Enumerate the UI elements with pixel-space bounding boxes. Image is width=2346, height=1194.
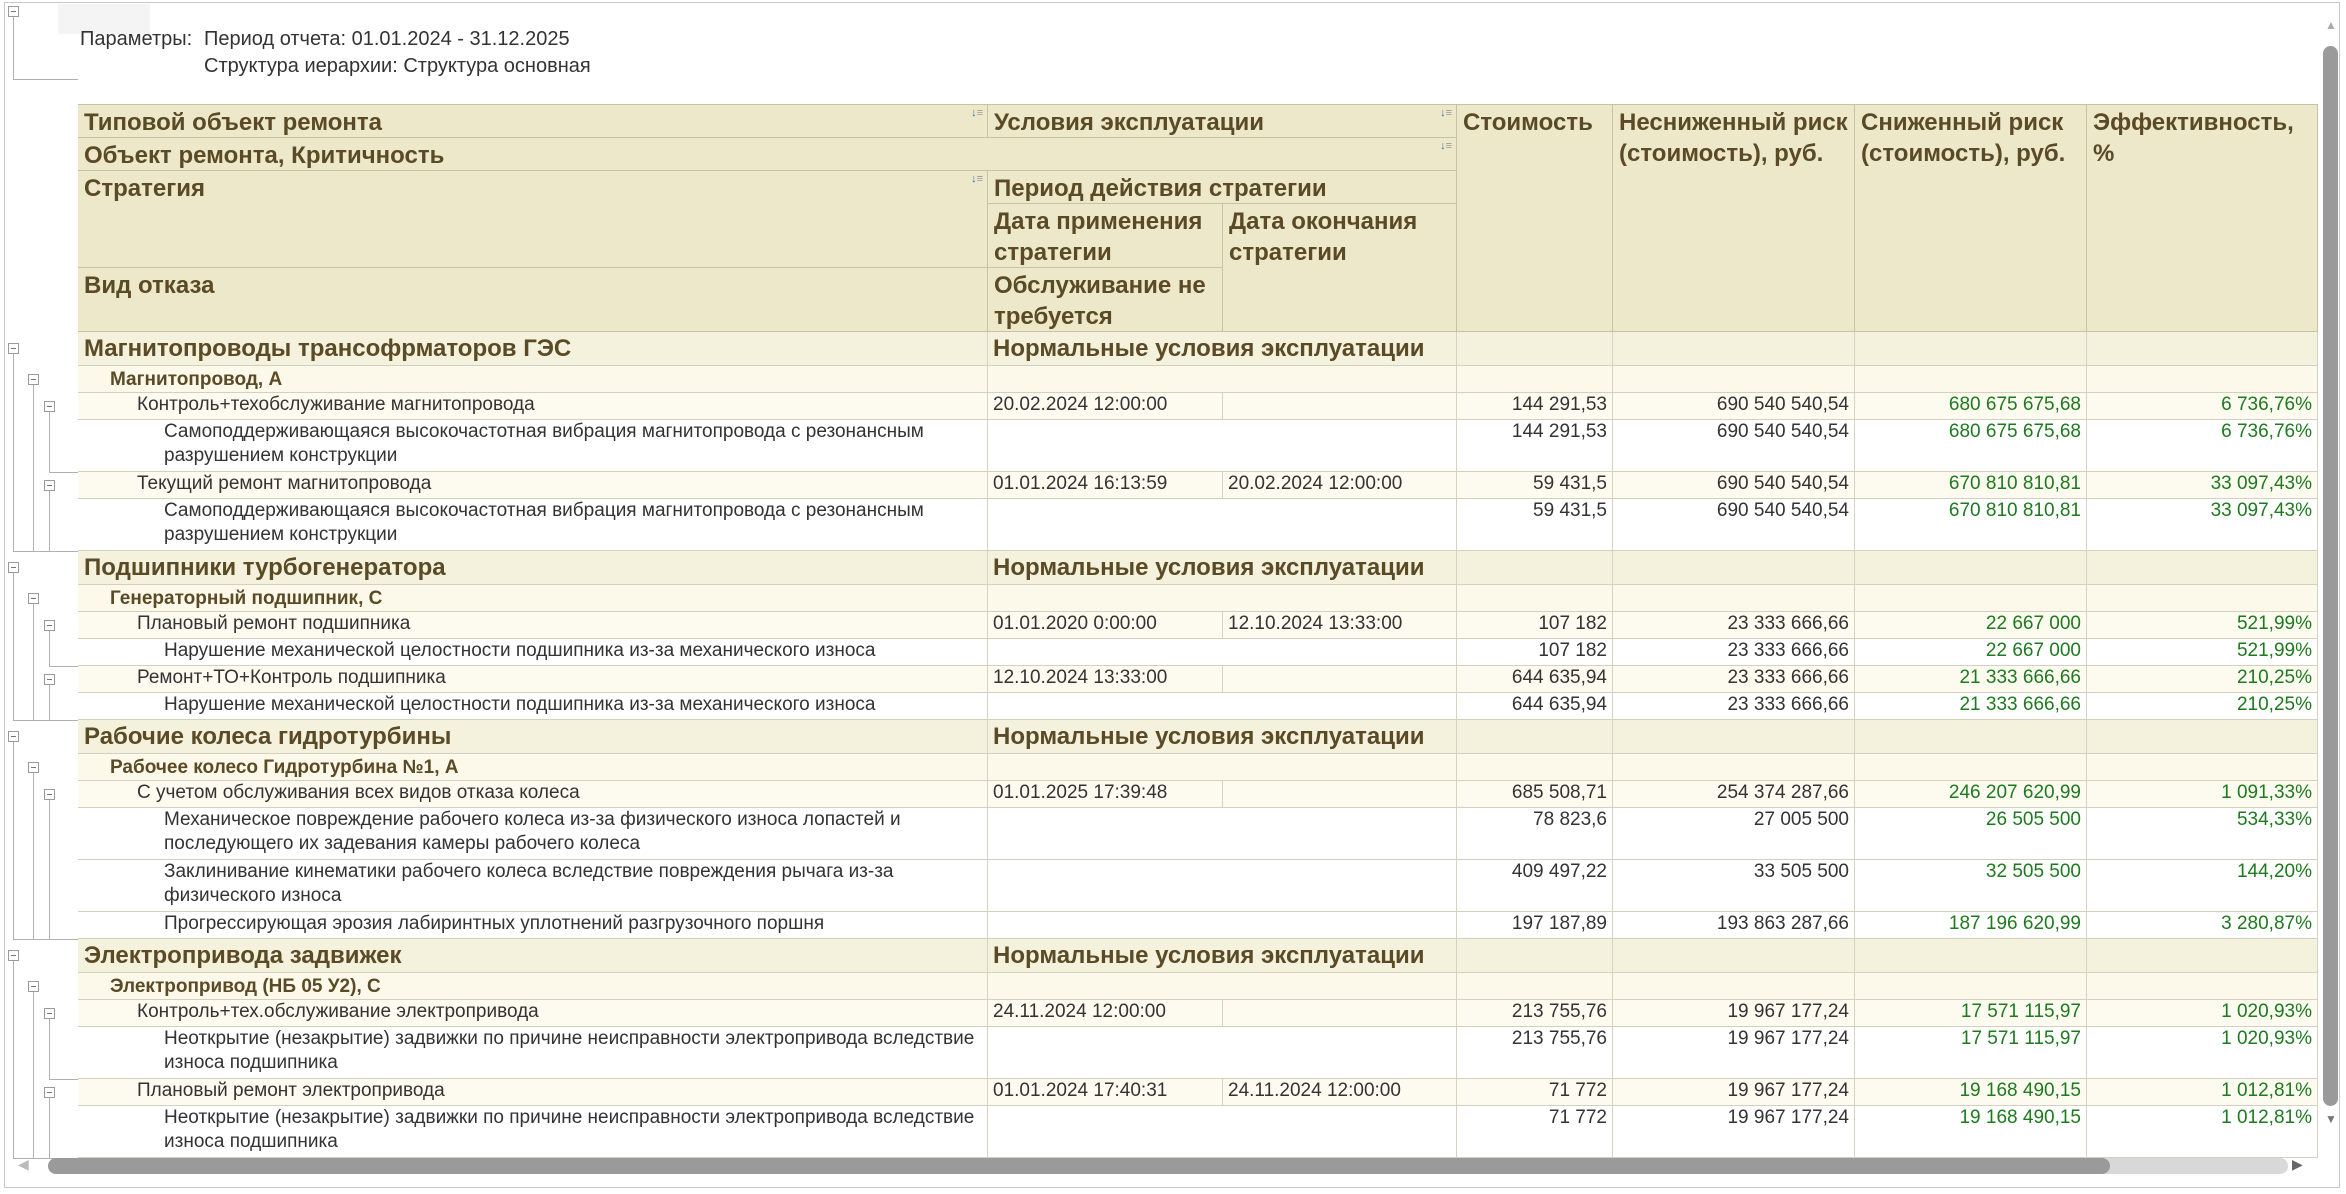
- table-row-strategy[interactable]: [78, 393, 2318, 420]
- tree-line: [49, 1098, 50, 1158]
- table-row-strategy[interactable]: [78, 472, 2318, 499]
- cell-name: [78, 1106, 988, 1157]
- cell-eff: [2087, 754, 2318, 780]
- operating-conditions-value: Нормальные условия эксплуатации: [993, 554, 1425, 581]
- table-row-fail[interactable]: [78, 693, 2318, 720]
- cell-unreduced: 690 540 540,54: [1613, 393, 1855, 419]
- strategy-name: Контроль+тех.обслуживание электропривода: [137, 1001, 539, 1022]
- cell-d1: 12.10.2024 13:33:00: [988, 666, 1223, 692]
- object-name: Магнитопровод, А: [110, 369, 283, 390]
- strategy-name: С учетом обслуживания всех видов отказа колеса: [137, 782, 580, 803]
- table-row-fail[interactable]: [78, 1106, 2318, 1158]
- strategy-name: Плановый ремонт подшипника: [137, 613, 411, 634]
- cell-name: [78, 860, 988, 911]
- cell-unreduced: [1613, 754, 1855, 780]
- cell-name: [78, 499, 988, 550]
- group-name: Рабочие колеса гидротурбины: [84, 723, 452, 750]
- cell-d1: 01.01.2024 17:40:31: [988, 1079, 1223, 1105]
- group-name: Магнитопроводы трансофрматоров ГЭС: [84, 335, 572, 362]
- cell-name: [78, 366, 988, 392]
- cell-cost: 71 772: [1457, 1106, 1613, 1157]
- header-object-criticality-label: Объект ремонта, Критичность: [84, 142, 445, 169]
- cell-name: [78, 332, 988, 365]
- tree-line: [49, 491, 50, 551]
- fail-name: Заклинивание кинематики рабочего колеса вследствие повреждения рычага из-за физического износа: [164, 861, 894, 906]
- cell-unreduced: [1613, 551, 1855, 584]
- cell-d2: [1223, 393, 1457, 419]
- cell-eff: 144,20%: [2087, 860, 2318, 911]
- header-object-criticality[interactable]: [78, 138, 1457, 171]
- cell-d2: [1223, 912, 1457, 938]
- tree-line: [13, 79, 78, 80]
- fail-name: Нарушение механической целостности подшипника из-за механического износа: [164, 640, 876, 661]
- cell-eff: 6 736,76%: [2087, 393, 2318, 419]
- fail-name: Механическое повреждение рабочего колеса из-за физического износа лопастей и последующего их задевания камеры рабочего колеса: [164, 809, 901, 854]
- cell-unreduced: 19 967 177,24: [1613, 1079, 1855, 1105]
- strategy-name: Контроль+техобслуживание магнитопровода: [137, 394, 535, 415]
- cell-cost: [1457, 754, 1613, 780]
- header-strategy-period[interactable]: Период действия стратегии: [988, 171, 1457, 204]
- cell-d1: 20.02.2024 12:00:00: [988, 393, 1223, 419]
- cell-cost: 107 182: [1457, 639, 1613, 665]
- cell-d1: [988, 912, 1223, 938]
- cell-name: [78, 666, 988, 692]
- cell-d2: [1223, 781, 1457, 807]
- strategy-name: Ремонт+ТО+Контроль подшипника: [137, 667, 446, 688]
- vertical-scrollbar[interactable]: [2323, 46, 2338, 1106]
- table-row-strategy[interactable]: [78, 666, 2318, 693]
- collapse-icon[interactable]: [28, 762, 39, 773]
- cell-unreduced: [1613, 973, 1855, 999]
- scroll-right-icon[interactable]: ▶: [2292, 1156, 2303, 1172]
- cell-unreduced: 33 505 500: [1613, 860, 1855, 911]
- table-row-group[interactable]: [78, 551, 2318, 585]
- cell-name: [78, 420, 988, 471]
- cell-name: [78, 472, 988, 498]
- cell-empty: [988, 973, 1457, 999]
- collapse-icon[interactable]: [8, 950, 19, 961]
- cell-d2: [1223, 1106, 1457, 1157]
- cell-reduced: [1855, 754, 2087, 780]
- cell-reduced: [1855, 939, 2087, 972]
- collapse-icon[interactable]: [44, 1087, 55, 1098]
- cell-reduced: 21 333 666,66: [1855, 666, 2087, 692]
- cell-cost: [1457, 551, 1613, 584]
- tree-line: [33, 385, 34, 551]
- cell-cost: 197 187,89: [1457, 912, 1613, 938]
- group-name: Электропривода задвижек: [84, 942, 402, 969]
- cell-reduced: [1855, 332, 2087, 365]
- table-row-fail[interactable]: [78, 639, 2318, 666]
- tree-line: [13, 573, 14, 720]
- scroll-left-icon[interactable]: ◀: [18, 1156, 29, 1172]
- tree-line: [33, 773, 34, 939]
- object-name: Генераторный подшипник, С: [110, 588, 383, 609]
- cell-d2: [1223, 666, 1457, 692]
- cell-eff: [2087, 366, 2318, 392]
- cell-eff: 1 012,81%: [2087, 1079, 2318, 1105]
- cell-reduced: 680 675 675,68: [1855, 420, 2087, 471]
- cell-d1: 01.01.2020 0:00:00: [988, 612, 1223, 638]
- cell-d1: 01.01.2024 16:13:59: [988, 472, 1223, 498]
- collapse-icon[interactable]: [44, 620, 55, 631]
- cell-eff: 210,25%: [2087, 693, 2318, 719]
- cell-d2: [1223, 499, 1457, 550]
- tree-line: [49, 412, 50, 472]
- tree-line: [13, 961, 14, 1158]
- cell-d2: [1223, 860, 1457, 911]
- cell-cost: [1457, 332, 1613, 365]
- group-name: Подшипники турбогенератора: [84, 554, 446, 581]
- table-row-strategy[interactable]: [78, 781, 2318, 808]
- cell-name: [78, 693, 988, 719]
- cell-cost: 213 755,76: [1457, 1027, 1613, 1078]
- cell-unreduced: [1613, 720, 1855, 753]
- cell-reduced: 22 667 000: [1855, 612, 2087, 638]
- cell-d1: [988, 693, 1223, 719]
- cell-reduced: 246 207 620,99: [1855, 781, 2087, 807]
- cell-cost: 685 508,71: [1457, 781, 1613, 807]
- cell-reduced: 17 571 115,97: [1855, 1000, 2087, 1026]
- tree-line: [49, 939, 78, 940]
- tree-line: [49, 1079, 78, 1080]
- table-row-strategy[interactable]: [78, 1000, 2318, 1027]
- tree-line: [49, 1019, 50, 1079]
- collapse-icon[interactable]: [44, 480, 55, 491]
- table-row-fail[interactable]: [78, 499, 2318, 551]
- cell-unreduced: 690 540 540,54: [1613, 472, 1855, 498]
- table-row-fail[interactable]: [78, 1027, 2318, 1079]
- cell-unreduced: 690 540 540,54: [1613, 499, 1855, 550]
- tree-line: [33, 604, 34, 720]
- cell-unreduced: [1613, 332, 1855, 365]
- collapse-icon[interactable]: [8, 343, 19, 354]
- cell-d1: [988, 808, 1223, 859]
- cell-reduced: 670 810 810,81: [1855, 499, 2087, 550]
- cell-d2: 12.10.2024 13:33:00: [1223, 612, 1457, 638]
- cell-eff: 6 736,76%: [2087, 420, 2318, 471]
- operating-conditions-value: Нормальные условия эксплуатации: [993, 723, 1425, 750]
- fail-name: Нарушение механической целостности подшипника из-за механического износа: [164, 694, 876, 715]
- horizontal-scrollbar[interactable]: [48, 1158, 2110, 1174]
- cell-cost: 144 291,53: [1457, 420, 1613, 471]
- fail-name: Неоткрытие (незакрытие) задвижки по причине неисправности электропривода вследствие износа подшипника: [164, 1107, 975, 1152]
- cell-unreduced: 19 967 177,24: [1613, 1027, 1855, 1078]
- header-operating-conditions-label: Условия эксплуатации: [994, 109, 1264, 136]
- cell-name: [78, 585, 988, 611]
- cell-name: [78, 1079, 988, 1105]
- cell-d2: [1223, 639, 1457, 665]
- strategy-name: Плановый ремонт электропривода: [137, 1080, 445, 1101]
- cell-name: [78, 551, 988, 584]
- cell-d1: [988, 1027, 1223, 1078]
- operating-conditions-value: Нормальные условия эксплуатации: [993, 335, 1425, 362]
- cell-d2: [1223, 1000, 1457, 1026]
- sort-icon[interactable]: ↓≡: [971, 173, 983, 185]
- cell-d1: [988, 420, 1223, 471]
- cell-reduced: [1855, 973, 2087, 999]
- cell-eff: [2087, 332, 2318, 365]
- parameters-label: Параметры:: [80, 28, 193, 50]
- cell-eff: 33 097,43%: [2087, 472, 2318, 498]
- cell-reduced: 21 333 666,66: [1855, 693, 2087, 719]
- cell-cost: [1457, 973, 1613, 999]
- header-typical-object[interactable]: [78, 104, 988, 138]
- cell-d2: [1223, 808, 1457, 859]
- cell-reduced: 22 667 000: [1855, 639, 2087, 665]
- operating-conditions-value: Нормальные условия эксплуатации: [993, 942, 1425, 969]
- cell-cost: [1457, 720, 1613, 753]
- cell-name: [78, 639, 988, 665]
- cell-unreduced: 27 005 500: [1613, 808, 1855, 859]
- fail-name: Неоткрытие (незакрытие) задвижки по причине неисправности электропривода вследствие износа подшипника: [164, 1028, 975, 1073]
- cell-eff: 1 020,93%: [2087, 1000, 2318, 1026]
- cell-name: [78, 393, 988, 419]
- cell-operating-conditions: [988, 939, 1457, 972]
- cell-eff: 33 097,43%: [2087, 499, 2318, 550]
- tree-line: [49, 720, 78, 721]
- cell-name: [78, 781, 988, 807]
- table-row-fail[interactable]: [78, 860, 2318, 912]
- report-period: Период отчета: 01.01.2024 - 31.12.2025: [204, 28, 570, 50]
- tree-line: [13, 742, 14, 939]
- hierarchy-structure: Структура иерархии: Структура основная: [204, 55, 591, 77]
- cell-cost: [1457, 939, 1613, 972]
- collapse-all-icon[interactable]: [8, 6, 19, 17]
- cell-reduced: 670 810 810,81: [1855, 472, 2087, 498]
- cell-d2: [1223, 693, 1457, 719]
- collapse-icon[interactable]: [28, 981, 39, 992]
- cell-d1: [988, 639, 1223, 665]
- tree-line: [49, 631, 50, 666]
- cell-reduced: 17 571 115,97: [1855, 1027, 2087, 1078]
- tree-line: [13, 17, 14, 79]
- cell-empty: [988, 366, 1457, 392]
- header-strategy[interactable]: [78, 171, 988, 268]
- cell-unreduced: [1613, 366, 1855, 392]
- cell-unreduced: [1613, 585, 1855, 611]
- collapse-icon[interactable]: [44, 401, 55, 412]
- cell-unreduced: [1613, 939, 1855, 972]
- cell-operating-conditions: [988, 720, 1457, 753]
- tree-line: [49, 551, 78, 552]
- cell-eff: 3 280,87%: [2087, 912, 2318, 938]
- cell-d1: 24.11.2024 12:00:00: [988, 1000, 1223, 1026]
- cell-eff: [2087, 551, 2318, 584]
- collapse-icon[interactable]: [8, 731, 19, 742]
- cell-cost: 78 823,6: [1457, 808, 1613, 859]
- cell-operating-conditions: [988, 551, 1457, 584]
- collapse-icon[interactable]: [44, 789, 55, 800]
- header-no-service[interactable]: Обслуживание не требуется: [988, 268, 1223, 332]
- cell-d2: 20.02.2024 12:00:00: [1223, 472, 1457, 498]
- table-row-object[interactable]: [78, 973, 2318, 1000]
- cell-reduced: [1855, 366, 2087, 392]
- cell-cost: 59 431,5: [1457, 472, 1613, 498]
- table-row-object[interactable]: [78, 754, 2318, 781]
- tree-line: [49, 666, 78, 667]
- cell-cost: 409 497,22: [1457, 860, 1613, 911]
- cell-name: [78, 808, 988, 859]
- cell-unreduced: 19 967 177,24: [1613, 1106, 1855, 1157]
- collapse-icon[interactable]: [44, 1008, 55, 1019]
- tree-line: [49, 472, 78, 473]
- cell-name: [78, 939, 988, 972]
- cell-eff: 521,99%: [2087, 639, 2318, 665]
- cell-eff: [2087, 973, 2318, 999]
- cell-unreduced: 19 967 177,24: [1613, 1000, 1855, 1026]
- cell-eff: 1 012,81%: [2087, 1106, 2318, 1157]
- fail-name: Самоподдерживающаяся высокочастотная вибрация магнитопровода с резонансным разрушением конструкции: [164, 421, 924, 466]
- cell-d2: [1223, 1027, 1457, 1078]
- header-cost[interactable]: Стоимость: [1457, 104, 1613, 332]
- sort-icon[interactable]: ↓≡: [1440, 140, 1452, 152]
- cell-eff: 1 020,93%: [2087, 1027, 2318, 1078]
- cell-eff: 210,25%: [2087, 666, 2318, 692]
- cell-eff: [2087, 939, 2318, 972]
- cell-reduced: [1855, 720, 2087, 753]
- header-date-end[interactable]: Дата окончания стратегии: [1223, 204, 1457, 332]
- cell-reduced: [1855, 585, 2087, 611]
- cell-d1: [988, 499, 1223, 550]
- cell-cost: 107 182: [1457, 612, 1613, 638]
- cell-operating-conditions: [988, 332, 1457, 365]
- cell-cost: 644 635,94: [1457, 693, 1613, 719]
- cell-d1: [988, 1106, 1223, 1157]
- cell-cost: [1457, 366, 1613, 392]
- table-row-group[interactable]: [78, 332, 2318, 366]
- table-row-strategy[interactable]: [78, 612, 2318, 639]
- cell-name: [78, 1000, 988, 1026]
- cell-cost: 71 772: [1457, 1079, 1613, 1105]
- scroll-down-icon[interactable]: ▼: [2325, 1112, 2337, 1126]
- table-row-group[interactable]: [78, 939, 2318, 973]
- cell-unreduced: 23 333 666,66: [1613, 666, 1855, 692]
- table-row-fail[interactable]: [78, 808, 2318, 860]
- header-unreduced-risk[interactable]: Несниженный риск (стоимость), руб.: [1613, 104, 1855, 332]
- cell-cost: 59 431,5: [1457, 499, 1613, 550]
- cell-name: [78, 612, 988, 638]
- cell-eff: [2087, 720, 2318, 753]
- header-typical-object-label: Типовой объект ремонта: [84, 109, 383, 136]
- collapse-icon[interactable]: [28, 374, 39, 385]
- header-failure-type[interactable]: Вид отказа: [78, 268, 988, 332]
- cell-eff: [2087, 585, 2318, 611]
- cell-reduced: 19 168 490,15: [1855, 1106, 2087, 1157]
- cell-reduced: 19 168 490,15: [1855, 1079, 2087, 1105]
- cell-name: [78, 973, 988, 999]
- cell-cost: [1457, 585, 1613, 611]
- cell-empty: [988, 754, 1457, 780]
- cell-name: [78, 912, 988, 938]
- cell-unreduced: 23 333 666,66: [1613, 693, 1855, 719]
- cell-unreduced: 23 333 666,66: [1613, 639, 1855, 665]
- cell-reduced: 187 196 620,99: [1855, 912, 2087, 938]
- header-date-start[interactable]: Дата применения стратегии: [988, 204, 1223, 268]
- tree-line: [49, 800, 50, 939]
- sort-icon[interactable]: ↓≡: [1440, 107, 1452, 119]
- cell-d1: 01.01.2025 17:39:48: [988, 781, 1223, 807]
- sort-icon[interactable]: ↓≡: [971, 107, 983, 119]
- cell-d2: [1223, 420, 1457, 471]
- collapse-icon[interactable]: [44, 674, 55, 685]
- cell-empty: [988, 585, 1457, 611]
- table-row-fail[interactable]: [78, 912, 2318, 939]
- cell-d2: 24.11.2024 12:00:00: [1223, 1079, 1457, 1105]
- tree-line: [49, 685, 50, 720]
- cell-eff: 521,99%: [2087, 612, 2318, 638]
- cell-unreduced: 254 374 287,66: [1613, 781, 1855, 807]
- cell-unreduced: 23 333 666,66: [1613, 612, 1855, 638]
- cell-d1: [988, 860, 1223, 911]
- collapse-icon[interactable]: [8, 562, 19, 573]
- header-reduced-risk[interactable]: Сниженный риск (стоимость), руб.: [1855, 104, 2087, 332]
- collapse-icon[interactable]: [28, 593, 39, 604]
- cell-cost: 144 291,53: [1457, 393, 1613, 419]
- table-row-group[interactable]: [78, 720, 2318, 754]
- table-row-strategy[interactable]: [78, 1079, 2318, 1106]
- cell-reduced: 32 505 500: [1855, 860, 2087, 911]
- object-name: Электропривод (НБ 05 У2), С: [110, 976, 381, 997]
- cell-unreduced: 690 540 540,54: [1613, 420, 1855, 471]
- cell-reduced: 680 675 675,68: [1855, 393, 2087, 419]
- cell-unreduced: 193 863 287,66: [1613, 912, 1855, 938]
- cell-reduced: [1855, 551, 2087, 584]
- scroll-up-icon[interactable]: ▲: [2325, 18, 2337, 32]
- cell-name: [78, 720, 988, 753]
- cell-eff: 1 091,33%: [2087, 781, 2318, 807]
- header-strategy-label: Стратегия: [84, 175, 205, 202]
- table-row-fail[interactable]: [78, 420, 2318, 472]
- cell-cost: 213 755,76: [1457, 1000, 1613, 1026]
- fail-name: Прогрессирующая эрозия лабиринтных уплотнений разгрузочного поршня: [164, 913, 825, 934]
- cell-name: [78, 1027, 988, 1078]
- cell-eff: 534,33%: [2087, 808, 2318, 859]
- table-row-object[interactable]: [78, 366, 2318, 393]
- cell-reduced: 26 505 500: [1855, 808, 2087, 859]
- header-operating-conditions[interactable]: [988, 104, 1457, 138]
- table-row-object[interactable]: [78, 585, 2318, 612]
- tree-line: [13, 354, 14, 551]
- cell-cost: 644 635,94: [1457, 666, 1613, 692]
- tree-line: [33, 992, 34, 1158]
- fail-name: Самоподдерживающаяся высокочастотная вибрация магнитопровода с резонансным разрушением конструкции: [164, 500, 924, 545]
- strategy-name: Текущий ремонт магнитопровода: [137, 473, 432, 494]
- object-name: Рабочее колесо Гидротурбина №1, А: [110, 757, 459, 778]
- header-efficiency[interactable]: Эффективность, %: [2087, 104, 2318, 332]
- cell-name: [78, 754, 988, 780]
